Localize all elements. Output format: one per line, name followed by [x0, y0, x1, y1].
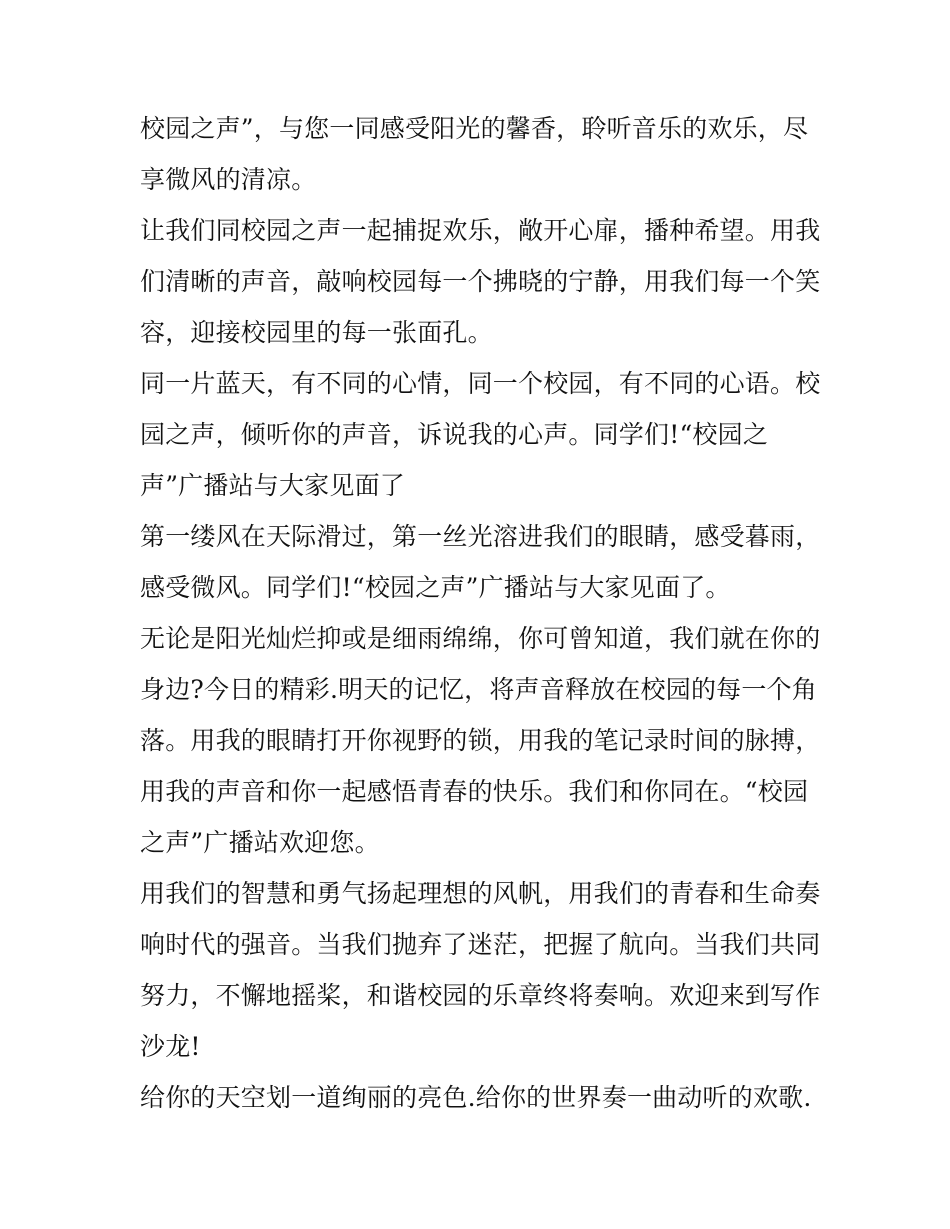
text-line: 们清晰的声音，敲响校园每一个拂晓的宁静，用我们每一个笑 [140, 267, 821, 296]
text-line: 感受微风。同学们!“校园之声”广播站与大家见面了。 [140, 573, 731, 602]
text-line: 享微风的清凉。 [140, 165, 317, 194]
text-line: 同一片蓝天，有不同的心情，同一个校园，有不同的心语。校 [140, 369, 821, 398]
text-line: 响时代的强音。当我们抛弃了迷茫，把握了航向。当我们共同 [140, 930, 821, 959]
text-line: 让我们同校园之声一起捕捉欢乐，敞开心扉，播种希望。用我 [140, 216, 821, 245]
text-line: 落。用我的眼睛打开你视野的锁，用我的笔记录时间的脉搏， [140, 726, 821, 755]
text-line: 容，迎接校园里的每一张面孔。 [140, 318, 493, 347]
text-line: 身边?今日的精彩.明天的记忆，将声音释放在校园的每一个角 [140, 675, 817, 704]
text-line: 第一缕风在天际滑过，第一丝光溶进我们的眼睛，感受暮雨， [140, 522, 821, 551]
text-line: 努力，不懈地摇桨，和谐校园的乐章终将奏响。欢迎来到写作 [140, 981, 821, 1010]
text-line: 之声”广播站欢迎您。 [140, 828, 380, 857]
text-line: 用我的声音和你一起感悟青春的快乐。我们和你同在。“校园 [140, 777, 809, 806]
text-line: 校园之声”，与您一同感受阳光的馨香，聆听音乐的欢乐，尽 [140, 114, 809, 143]
text-line: 园之声，倾听你的声音，诉说我的心声。同学们!“校园之 [140, 420, 769, 449]
text-line: 用我们的智慧和勇气扬起理想的风帆，用我们的青春和生命奏 [140, 879, 821, 908]
text-line: 给你的天空划一道绚丽的亮色.给你的世界奏一曲动听的欢歌. [140, 1083, 812, 1112]
text-line: 无论是阳光灿烂抑或是细雨绵绵，你可曾知道，我们就在你的 [140, 624, 821, 653]
text-line: 沙龙! [140, 1032, 201, 1061]
text-line: 声”广播站与大家见面了 [140, 471, 405, 500]
